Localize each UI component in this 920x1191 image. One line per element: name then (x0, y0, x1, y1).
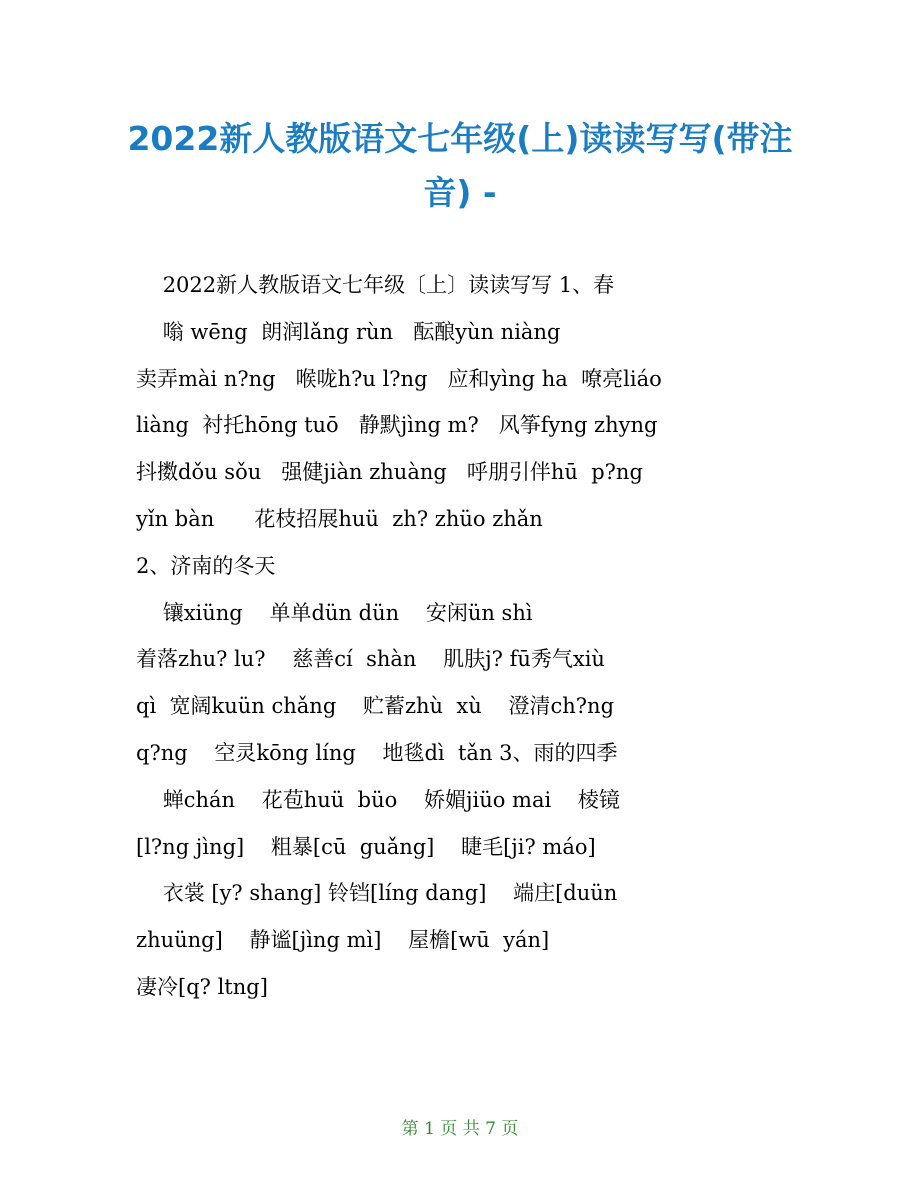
text-line: liàng 衬托hōng tuō 静默jìng m? 风筝fyng zhyng (136, 413, 658, 438)
document-title: 2022新人教版语文七年级(上)读读写写(带注音) - (127, 119, 793, 212)
text-line: [l?ng jìng] 粗暴[cū guǎng] 睫毛[ji? máo] (136, 834, 596, 859)
text-line: zhuüng] 静谧[jìng mì] 屋檐[wū yán] (136, 928, 550, 953)
text-line: 衣裳 [y? shang] 铃铛[líng dang] 端庄[duün (136, 881, 618, 906)
text-line: 蝉chán 花苞huü büo 娇媚jiüo mai 棱镜 (136, 787, 620, 812)
section-heading: 2、济南的冬天 (136, 553, 276, 578)
text-line: yǐn bàn 花枝招展huü zh? zhüo zhǎn (136, 506, 543, 531)
text-line: 镶xiüng 单单dün dün 安闲ün shì (136, 600, 533, 625)
text-line: 2022新人教版语文七年级〔上〕读读写写 1、春 (136, 273, 615, 297)
text-line: 凄冷[q? ltng] (136, 974, 268, 999)
text-line: 抖擞dǒu sǒu 强健jiàn zhuàng 呼朋引伴hū p?ng (136, 460, 643, 485)
text-line: 着落zhu? lu? 慈善cí shàn 肌肤j? fū秀气xiù (136, 647, 605, 672)
page-number-footer: 第 1 页 共 7 页 (401, 1119, 519, 1139)
text-line: qì 宽阔kuün chǎng 贮蓄zhù xù 澄清ch?ng (136, 694, 615, 719)
text-line: 嗡 wēng 朗润lǎng rùn 酝酿yùn niàng (136, 319, 561, 344)
text-line: 卖弄mài n?ng 喉咙h?u l?ng 应和yìng ha 嘹亮liáo (136, 366, 662, 391)
text-line: q?ng 空灵kōng líng 地毯dì tǎn 3、雨的四季 (136, 740, 618, 765)
document-body (136, 262, 796, 1011)
